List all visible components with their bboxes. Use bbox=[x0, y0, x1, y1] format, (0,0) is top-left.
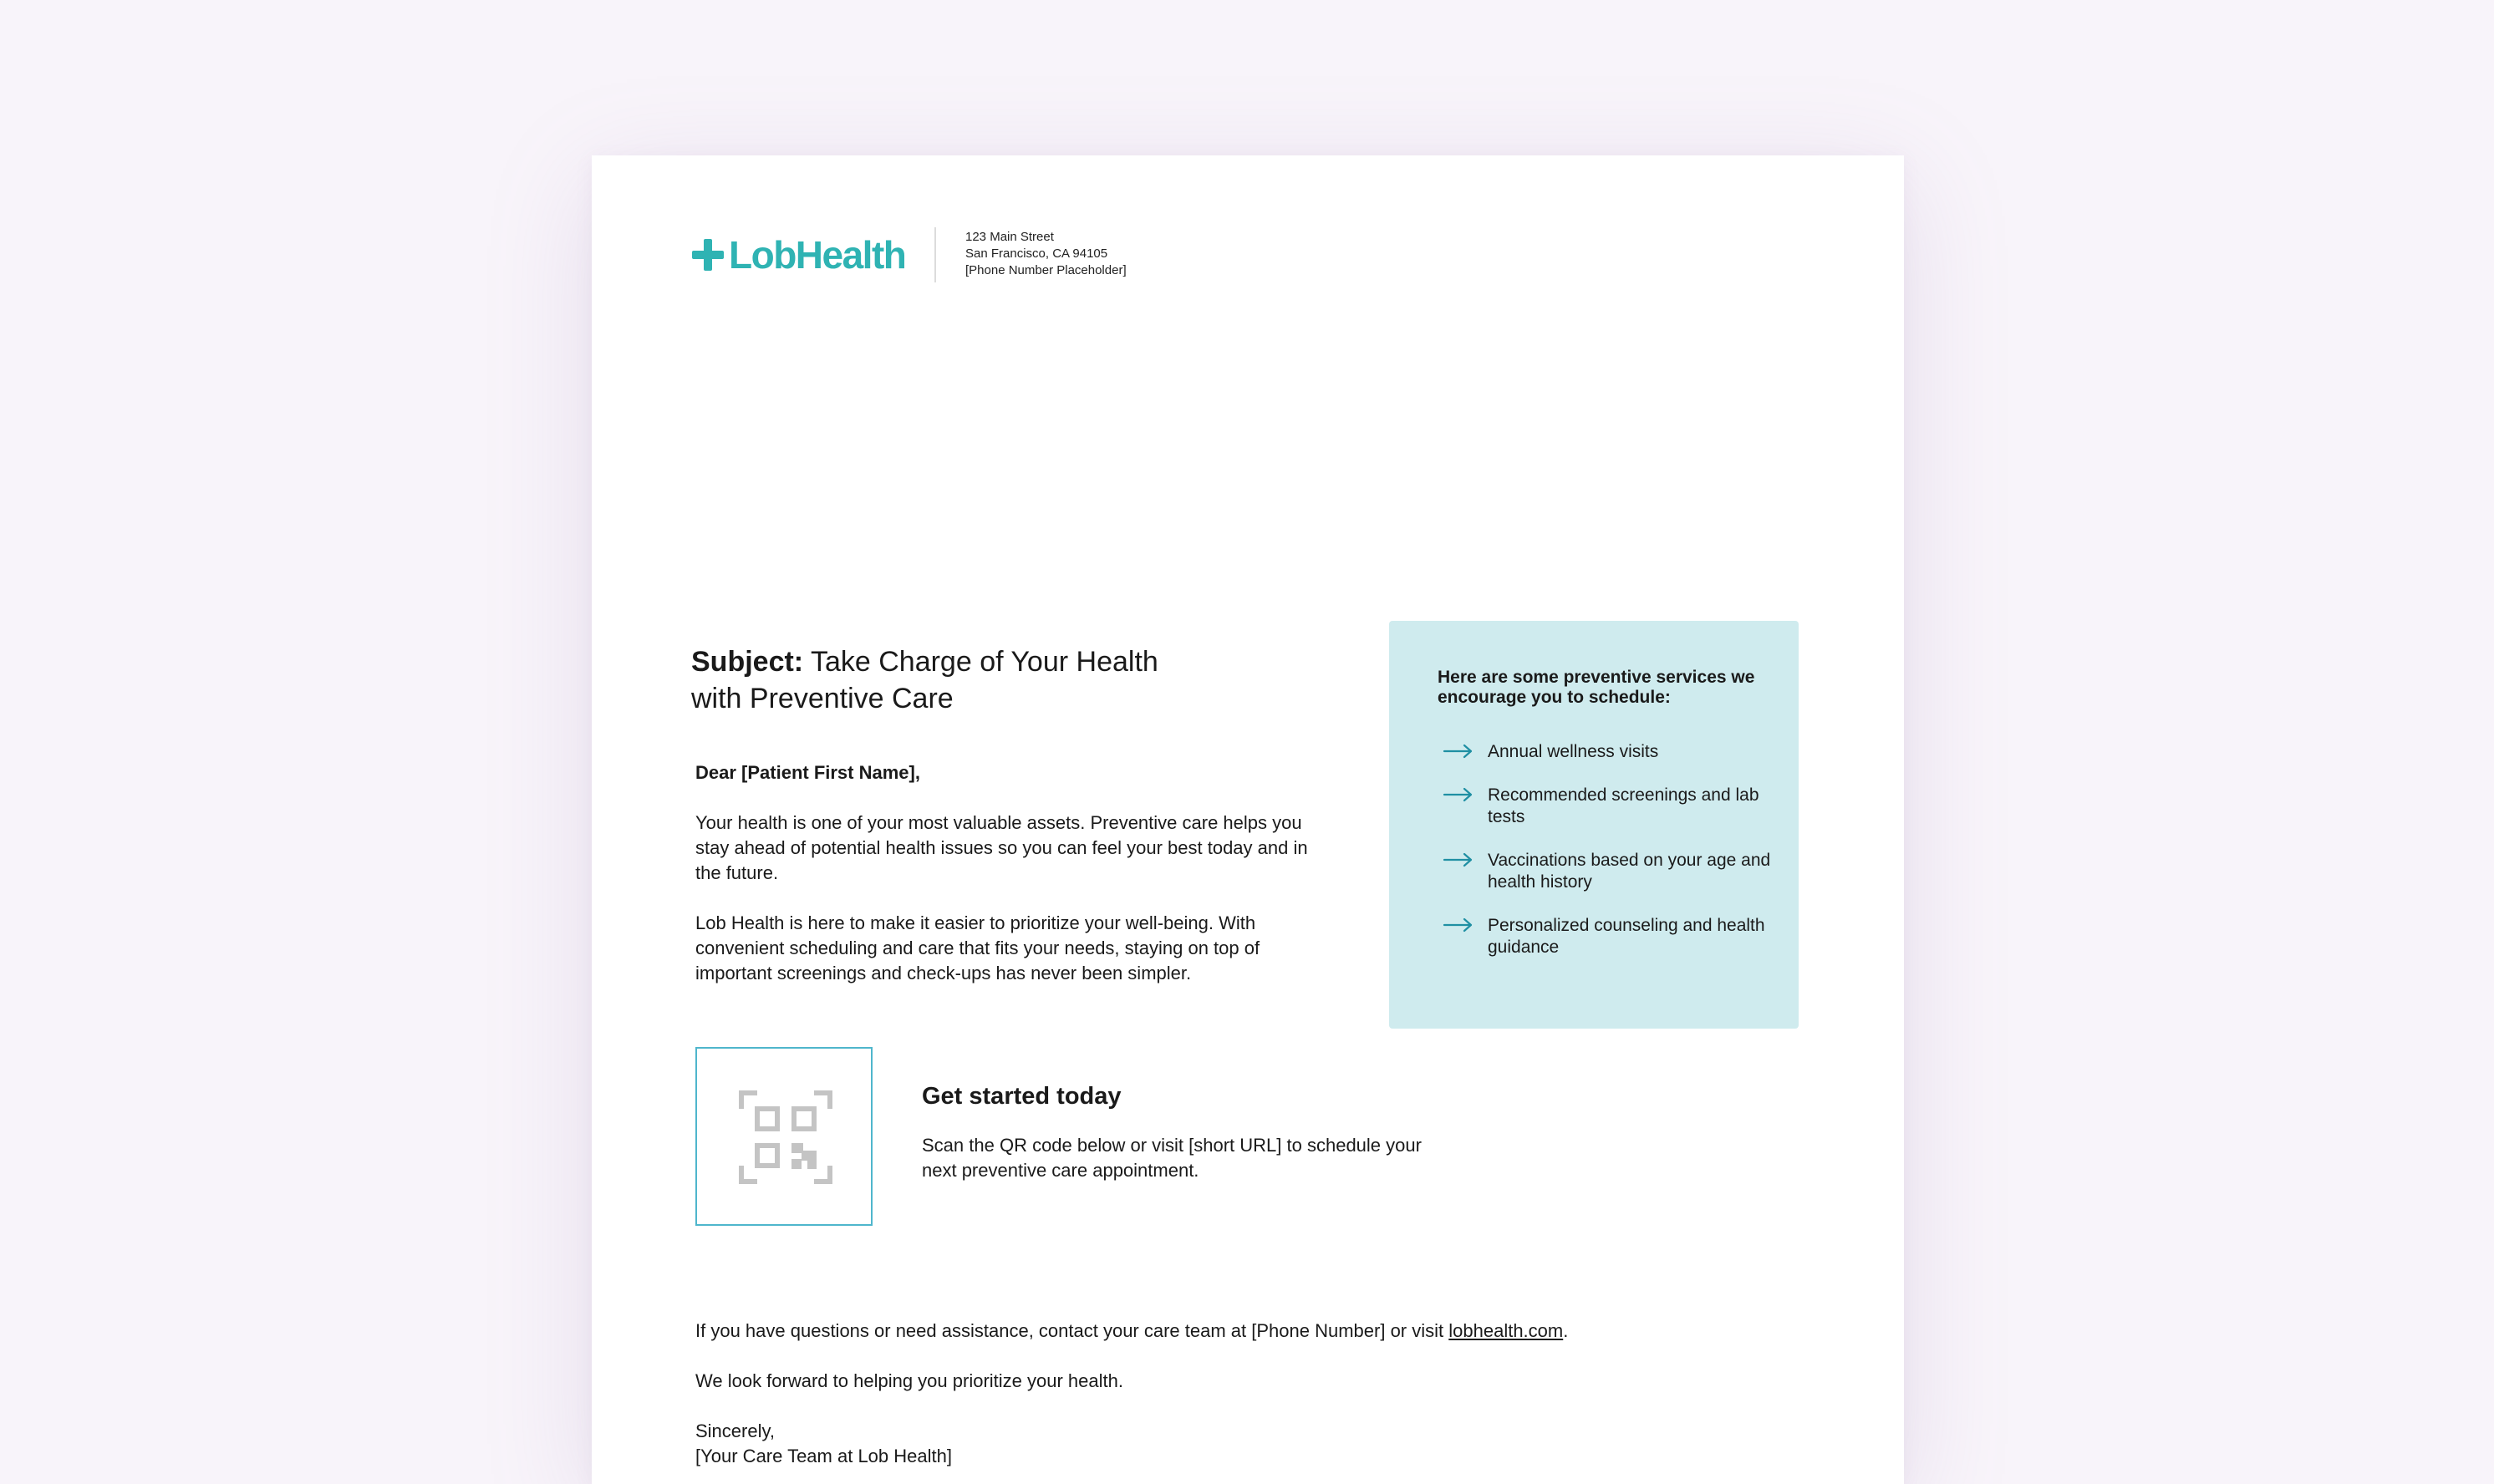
contact-suffix: . bbox=[1563, 1320, 1569, 1341]
sender-address bbox=[965, 229, 1127, 279]
greeting: Dear [Patient First Name], bbox=[695, 762, 920, 783]
service-item-label: Annual wellness visits bbox=[1488, 742, 1659, 761]
address-city: San Francisco, CA 94105 bbox=[965, 246, 1108, 261]
list-item bbox=[1443, 850, 1785, 893]
forward-line: We look forward to helping you prioritize your health. bbox=[695, 1370, 1123, 1391]
contact-text: If you have questions or need assistance, contact your care team at [Phone Number] or visit bbox=[695, 1320, 1449, 1341]
cta-title: Get started today bbox=[922, 1083, 1122, 1110]
cta-text: Scan the QR code below or visit [short URL] to schedule your next preventive care appointment. bbox=[922, 1135, 1422, 1181]
service-item-label: Vaccinations based on your age and health history bbox=[1488, 851, 1771, 892]
contact-line bbox=[695, 1319, 1782, 1344]
subject-label: Subject: bbox=[691, 646, 804, 678]
address-street: 123 Main Street bbox=[965, 230, 1054, 244]
plus-cross-icon bbox=[692, 239, 724, 271]
letter-page bbox=[592, 155, 1904, 1484]
list-item bbox=[1443, 785, 1785, 828]
services-callout bbox=[1389, 621, 1799, 1029]
arrow-right-icon bbox=[1443, 851, 1474, 868]
body-paragraph: Your health is one of your most valuable assets. Preventive care helps you stay ahead of potential health issues so you can feel your best today and in the future. bbox=[695, 812, 1308, 883]
list-item bbox=[1443, 915, 1785, 958]
header-divider bbox=[934, 227, 936, 282]
arrow-right-icon bbox=[1443, 743, 1474, 760]
website-link[interactable]: lobhealth.com bbox=[1448, 1320, 1564, 1341]
letter-body bbox=[695, 760, 1331, 1011]
qr-code-placeholder[interactable] bbox=[695, 1047, 873, 1226]
subject-text: Take Charge of Your Health with Preventive Care bbox=[691, 646, 1158, 714]
letter-closing bbox=[695, 1319, 1782, 1469]
brand-name: LobHealth bbox=[729, 233, 906, 277]
brand-logo bbox=[692, 232, 905, 277]
service-item-label: Personalized counseling and health guidance bbox=[1488, 916, 1765, 957]
services-title: Here are some preventive services we encourage you to schedule: bbox=[1438, 668, 1755, 707]
subject-line bbox=[691, 643, 1209, 717]
qr-code-icon bbox=[739, 1090, 832, 1184]
services-list bbox=[1443, 741, 1785, 980]
service-item-label: Recommended screenings and lab tests bbox=[1488, 785, 1759, 826]
body-paragraph: Lob Health is here to make it easier to prioritize your well-being. With convenient scheduling and care that fits your needs, staying on top of important screenings and check-ups has never been simpler. bbox=[695, 912, 1260, 983]
signature: [Your Care Team at Lob Health] bbox=[695, 1446, 952, 1466]
arrow-right-icon bbox=[1443, 786, 1474, 803]
list-item bbox=[1443, 741, 1785, 763]
arrow-right-icon bbox=[1443, 917, 1474, 933]
signoff: Sincerely, bbox=[695, 1420, 775, 1441]
address-phone: [Phone Number Placeholder] bbox=[965, 263, 1127, 277]
